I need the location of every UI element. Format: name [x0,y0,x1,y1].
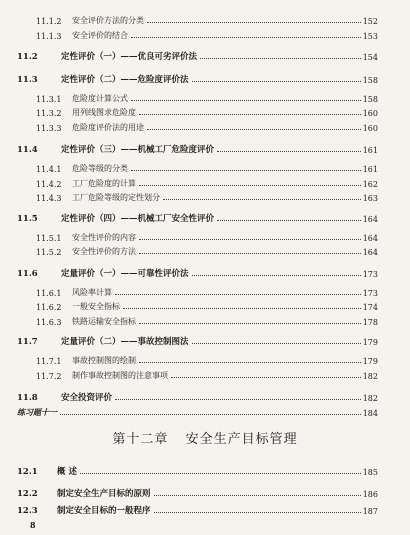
toc-entry-page: 164 [362,248,378,257]
toc-entry-page: 182 [362,394,378,403]
toc-entry [36,14,378,26]
leader-dots [171,376,361,378]
leader-dots [123,307,361,309]
toc-entry-number: 11.3.2 [36,109,62,118]
toc-entry-title: 危险等级的分类 [72,164,128,173]
toc-entry [17,487,378,499]
toc-entry-title: 工厂危险等级的定性划分 [72,193,160,202]
toc-entry-number: 11.3 [17,75,38,85]
toc-entry-number: 11.5.1 [36,234,62,243]
toc-entry-number: 12.2 [17,489,38,499]
toc-entry-number: 11.8 [17,393,38,403]
toc-entry-title: 定性评价（三）——机械工厂危险度评价 [61,145,215,155]
toc-entry-title: 制定安全生产目标的原则 [57,489,151,499]
leader-dots [139,361,361,363]
toc-entry-page: 160 [362,109,378,118]
toc-entry [36,245,378,257]
toc-entry-number: 11.4.2 [36,180,62,189]
toc-entry-title: 安全性评价的内容 [72,233,136,242]
toc-entry [36,106,378,118]
toc-entry-page: 184 [362,409,378,418]
chapter-title: 安全生产目标管理 [185,432,298,447]
toc-entry-number: 11.6.3 [36,318,62,327]
toc-entry-page: 153 [362,32,378,41]
toc-entry-number: 11.3.1 [36,95,62,104]
toc-entry-title: 安全性评价的方法 [72,247,136,256]
leader-dots [131,36,361,38]
toc-entry-number: 11.7.2 [36,372,62,381]
toc-entry-page: 173 [362,289,378,298]
toc-entry [36,191,378,203]
toc-entry-title: 危险度计算公式 [72,94,128,103]
toc-entry [17,73,378,85]
toc-entry [36,315,378,327]
toc-entry-number: 11.7.1 [36,357,62,366]
toc-entry-number: 11.4.1 [36,165,62,174]
toc-entry-number: 11.1.3 [36,32,62,41]
toc-entry [17,504,378,516]
toc-entry-page: 179 [362,357,378,366]
leader-dots [154,511,361,513]
toc-entry [17,391,378,403]
leader-dots [192,342,361,344]
chapter-heading [0,428,410,447]
toc-entry-number: 11.6.2 [36,303,62,312]
leader-dots [139,252,361,254]
toc-entry-title: 危险度评价法的用途 [72,123,144,132]
toc-entry [36,177,378,189]
toc-entry-page: 160 [362,124,378,133]
toc-entry-number: 11.2 [17,52,38,62]
toc-entry-title: 安全评价的结合 [72,31,128,40]
toc-entry-title: 定性评价（一）——优良可劣评价法 [61,52,198,62]
leader-dots [60,413,361,415]
toc-entry-title: 一般安全指标 [72,302,120,311]
toc-entry-number: 11.1.2 [36,17,62,26]
toc-entry-number: 11.6 [17,269,38,279]
toc-entry-page: 174 [362,303,378,312]
toc-entry-page: 162 [362,180,378,189]
leader-dots [131,99,361,101]
leader-dots [192,274,361,276]
leader-dots [154,494,361,496]
toc-entry-title: 定量评价（一）——可靠性评价法 [61,269,189,279]
toc-entry-page: 182 [362,372,378,381]
toc-entry-number: 11.6.1 [36,289,62,298]
toc-entry-title: 制定安全目标的一般程序 [57,506,151,516]
toc-entry [36,286,378,298]
toc-entry-page: 179 [362,338,378,347]
leader-dots [80,472,361,474]
toc-entry [17,212,378,224]
toc-entry-title: 铁路运输安全指标 [72,317,136,326]
toc-entry-title: 安全投资评价 [61,393,113,403]
toc-entry-page: 158 [362,95,378,104]
leader-dots [139,113,361,115]
toc-entry [17,267,378,279]
toc-entry-page: 154 [362,53,378,62]
leader-dots [200,57,361,59]
leader-dots [192,80,361,82]
leader-dots [147,128,361,130]
toc-entry-number: 11.5.2 [36,248,62,257]
toc-entry-title: 工厂危险度的计算 [72,179,136,188]
toc-entry-page: 152 [362,17,378,26]
toc-entry [36,162,378,174]
toc-entry [36,92,378,104]
toc-entry-number: 12.1 [17,467,38,477]
page-number: 8 [30,520,36,530]
toc-entry-title: 风险率计算 [72,288,112,297]
chapter-number: 第十二章 [112,432,169,447]
toc-entry [36,354,378,366]
toc-entry-title: 事故控制图的绘制 [72,356,136,365]
toc-entry [17,143,378,155]
toc-entry-title: 用列线图求危险度 [72,108,136,117]
toc-entry-page: 164 [362,215,378,224]
leader-dots [139,322,361,324]
toc-entry [36,300,378,312]
toc-entry-title: 练习题十一 [17,407,57,417]
toc-entry-page: 173 [362,270,378,279]
toc-entry-page: 161 [362,165,378,174]
toc-entry [36,121,378,133]
toc-entry [36,231,378,243]
leader-dots [131,169,361,171]
leader-dots [217,219,361,221]
leader-dots [115,398,361,400]
toc-entry-title: 定性评价（二）——危险度评价法 [61,75,189,85]
toc-entry [17,50,378,62]
leader-dots [147,21,361,23]
leader-dots [139,184,361,186]
toc-entry-page: 158 [362,76,378,85]
toc-entry [17,335,378,347]
toc-entry-title: 制作事故控制图的注意事项 [72,371,168,380]
toc-entry-page: 187 [362,507,378,516]
leader-dots [217,150,361,152]
toc-entry-page: 163 [362,194,378,203]
toc-entry [17,406,378,418]
toc-entry-title: 安全评价方法的分类 [72,16,144,25]
leader-dots [139,238,361,240]
toc-entry [17,465,378,477]
toc-entry-number: 11.4 [17,145,38,155]
toc-entry-number: 11.5 [17,214,38,224]
toc-entry-title: 概 述 [57,467,77,477]
toc-entry-page: 161 [362,146,378,155]
toc-entry [36,369,378,381]
toc-entry [36,29,378,41]
toc-entry-number: 12.3 [17,506,38,516]
toc-entry-number: 11.7 [17,337,38,347]
toc-entry-page: 164 [362,234,378,243]
leader-dots [115,293,361,295]
toc-entry-number: 11.3.3 [36,124,62,133]
toc-entry-page: 186 [362,490,378,499]
toc-entry-page: 178 [362,318,378,327]
toc-entry-page: 185 [362,468,378,477]
leader-dots [163,198,361,200]
toc-entry-number: 11.4.3 [36,194,62,203]
toc-entry-title: 定性评价（四）——机械工厂安全性评价 [61,214,215,224]
toc-entry-title: 定量评价（二）——事故控制图法 [61,337,189,347]
